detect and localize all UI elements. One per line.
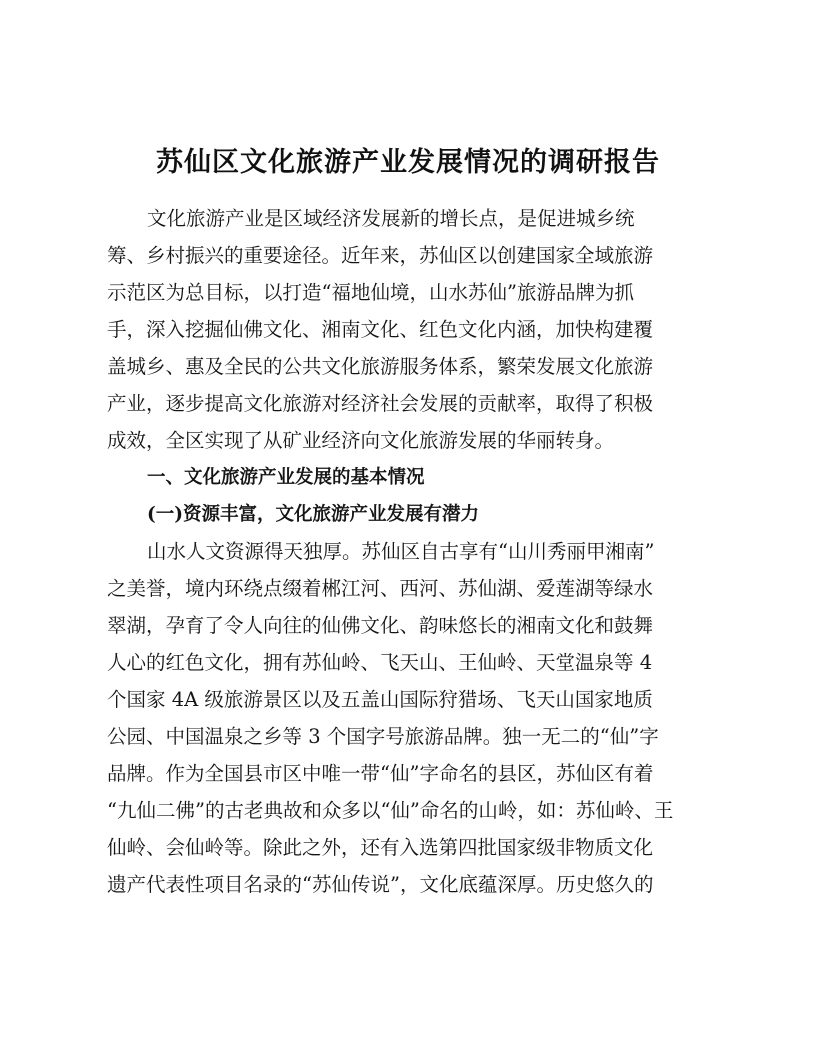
paragraph-line: 之美誉，境内环绕点缀着郴江河、西河、苏仙湖、爱莲湖等绿水 xyxy=(107,577,654,600)
paragraph-line: 翠湖，孕育了令人向往的仙佛文化、韵味悠长的湘南文化和鼓舞 xyxy=(107,614,654,637)
paragraph-line: 产业，逐步提高文化旅游对经济社会发展的贡献率，取得了积极 xyxy=(107,392,654,415)
document-body xyxy=(107,200,712,903)
document-title: 苏仙区文化旅游产业发展情况的调研报告 xyxy=(156,147,660,178)
paragraph-line: 仙岭、会仙岭等。除此之外，还有入选第四批国家级非物质文化 xyxy=(107,836,654,859)
paragraph-line: 文化旅游产业是区域经济发展新的增长点，是促进城乡统 xyxy=(147,207,635,230)
section-heading: 一、文化旅游产业发展的基本情况 xyxy=(147,467,425,488)
paragraph-line: 盖城乡、惠及全民的公共文化旅游服务体系，繁荣发展文化旅游 xyxy=(107,355,654,378)
paragraph-line: 手，深入挖掘仙佛文化、湘南文化、红色文化内涵，加快构建覆 xyxy=(107,318,654,341)
paragraph-line: 成效，全区实现了从矿业经济向文化旅游发展的华丽转身。 xyxy=(107,429,615,452)
paragraph-line: “九仙二佛”的古老典故和众多以“仙”命名的山岭，如：苏仙岭、王 xyxy=(107,799,674,822)
paragraph-line: 公园、中国温泉之乡等 3 个国字号旅游品牌。独一无二的“仙”字 xyxy=(107,725,659,748)
paragraph-line: 个国家 4A 级旅游景区以及五盖山国际狩猎场、飞天山国家地质 xyxy=(107,688,653,711)
paragraph-line: 遗产代表性项目名录的“苏仙传说”，文化底蕴深厚。历史悠久的 xyxy=(107,873,654,896)
paragraph-line: 人心的红色文化，拥有苏仙岭、飞天山、王仙岭、天堂温泉等 4 xyxy=(107,651,653,674)
paragraph-line: 示范区为总目标，以打造“福地仙境，山水苏仙”旅游品牌为抓 xyxy=(107,281,634,304)
paragraph-line: 山水人文资源得天独厚。苏仙区自古享有“山川秀丽甲湘南” xyxy=(147,540,655,563)
paragraph-line: 筹、乡村振兴的重要途径。近年来，苏仙区以创建国家全域旅游 xyxy=(107,244,654,267)
paragraph-line: 品牌。作为全国县市区中唯一带“仙”字命名的县区，苏仙区有着 xyxy=(107,762,654,785)
subsection-heading: (一)资源丰富，文化旅游产业发展有潜力 xyxy=(147,504,480,525)
